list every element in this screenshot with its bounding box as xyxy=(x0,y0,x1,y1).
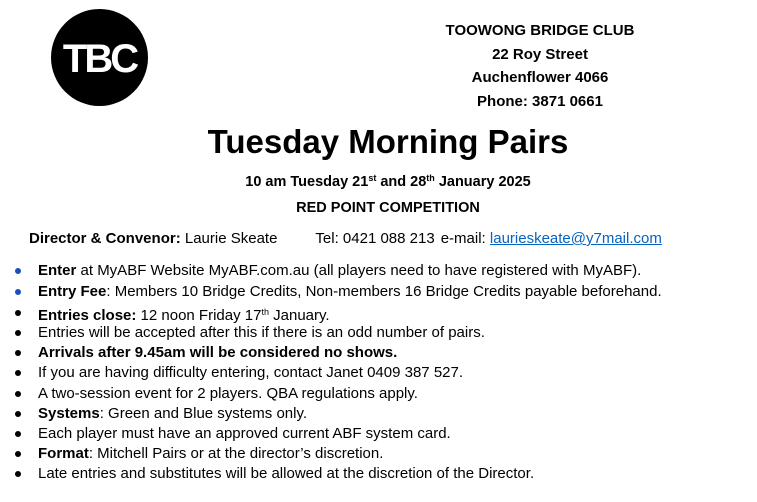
card-text: Each player must have an approved current ABF system card. xyxy=(38,425,451,442)
dates-part1: 10 am Tuesday 21 xyxy=(245,174,369,190)
dates-sup2: th xyxy=(426,173,435,183)
bullet-icon xyxy=(15,268,21,274)
list-item xyxy=(0,323,757,343)
competition-type: RED POINT COMPETITION xyxy=(296,200,480,216)
bullet-icon xyxy=(15,370,21,376)
close-text: 12 noon Friday 17 xyxy=(136,307,262,324)
director-email-label: e-mail: xyxy=(440,230,490,247)
logo-text: TBC xyxy=(62,37,137,81)
list-item xyxy=(0,404,757,424)
bullet-icon xyxy=(15,471,21,477)
fee-text: : Members 10 Bridge Credits, Non-members 16 Bridge Credits payable beforehand. xyxy=(106,283,662,300)
director-line xyxy=(29,230,662,247)
enter-text: at MyABF Website MyABF.com.au (all players need to have registered with MyABF). xyxy=(76,262,642,279)
club-phone: Phone: 3871 0661 xyxy=(477,92,603,110)
bullet-icon xyxy=(15,330,21,336)
close-label: Entries close: xyxy=(38,307,137,324)
club-name: TOOWONG BRIDGE CLUB xyxy=(445,22,635,39)
dates-part3: January 2025 xyxy=(434,174,531,190)
event-dates xyxy=(0,173,757,190)
director-name: Laurie Skeate xyxy=(180,230,278,247)
director-email-link[interactable]: laurieskeate@y7mail.com xyxy=(489,230,662,247)
dates-part2: and 28 xyxy=(376,174,427,190)
bullet-icon xyxy=(15,289,21,295)
two-session-text: A two-session event for 2 players. QBA regulations apply. xyxy=(38,385,418,402)
late-text: Late entries and substitutes will be allowed at the discretion of the Director. xyxy=(38,465,535,482)
list-item xyxy=(0,303,757,323)
club-suburb: Auchenflower 4066 xyxy=(471,69,609,86)
list-item xyxy=(0,261,757,281)
difficulty-text: If you are having difficulty entering, contact Janet 0409 387 527. xyxy=(38,364,464,381)
close-sup: th xyxy=(261,307,269,317)
arrivals-text: Arrivals after 9.45am will be considered no shows. xyxy=(38,344,398,361)
bullet-icon xyxy=(15,451,21,457)
list-item xyxy=(0,464,757,484)
club-address xyxy=(420,19,660,113)
list-item xyxy=(0,363,757,383)
club-street: 22 Roy Street xyxy=(492,45,588,63)
systems-text: : Green and Blue systems only. xyxy=(99,405,308,422)
director-tel: Tel: 0421 088 213 xyxy=(315,230,435,247)
format-label: Format xyxy=(38,445,89,462)
bullet-icon xyxy=(15,350,21,356)
club-logo xyxy=(51,9,148,106)
list-item xyxy=(0,343,757,363)
bullet-icon xyxy=(15,411,21,417)
director-label: Director & Convenor: xyxy=(29,230,181,247)
bullet-icon xyxy=(15,310,21,316)
dates-sup1: st xyxy=(368,173,377,183)
list-item xyxy=(0,383,757,404)
bullet-icon xyxy=(15,391,21,397)
info-list xyxy=(0,261,757,484)
fee-label: Entry Fee xyxy=(38,283,107,300)
page-title: Tuesday Morning Pairs xyxy=(207,123,569,160)
bullet-icon xyxy=(15,431,21,437)
format-text: : Mitchell Pairs or at the director’s discretion. xyxy=(88,445,384,462)
enter-label: Enter xyxy=(38,262,77,279)
club-logo-circle xyxy=(51,9,148,106)
accepted-text: Entries will be accepted after this if there is an odd number of pairs. xyxy=(38,324,485,341)
close-text2: January. xyxy=(268,307,330,324)
systems-label: Systems xyxy=(38,405,100,422)
list-item xyxy=(0,444,757,464)
list-item xyxy=(0,424,757,444)
list-item xyxy=(0,281,757,303)
